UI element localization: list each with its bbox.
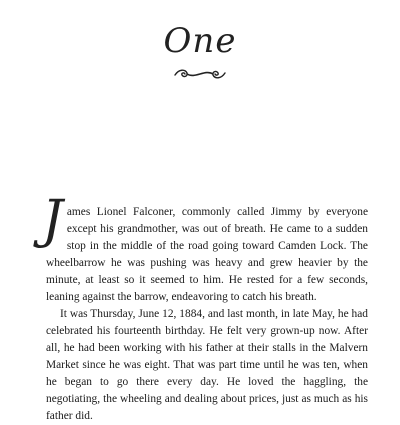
scroll-flourish-icon [171,66,229,82]
paragraph-1 [42,190,368,306]
drop-cap: J [42,190,63,250]
paragraph-1-text: ames Lionel Falconer, commonly called Jimmy by everyone except his grandmother, was out of breath. He came to a sudden stop in the middle of the road going toward Camden Lock. The wheelbarrow he was pushing was heavy and grew heavier by the minute, at least so it seemed to him. He rested for a few seconds, leaning against the barrow, endeavoring to catch his breath. [46,206,368,303]
chapter-title: One [163,21,237,61]
chapter-body [42,190,368,425]
paragraph-2: It was Thursday, June 12, 1884, and last month, in late May, he had celebrated his fourteenth birthday. He felt very grown-up now. After all, he had been working with his father at their stalls in the Malvern Market since he was eight. That was part time until he was ten, when he began to go there every day. He loved the haggling, the negotiating, the wheeling and dealing about prices, just as much as his father did. [46,308,368,422]
